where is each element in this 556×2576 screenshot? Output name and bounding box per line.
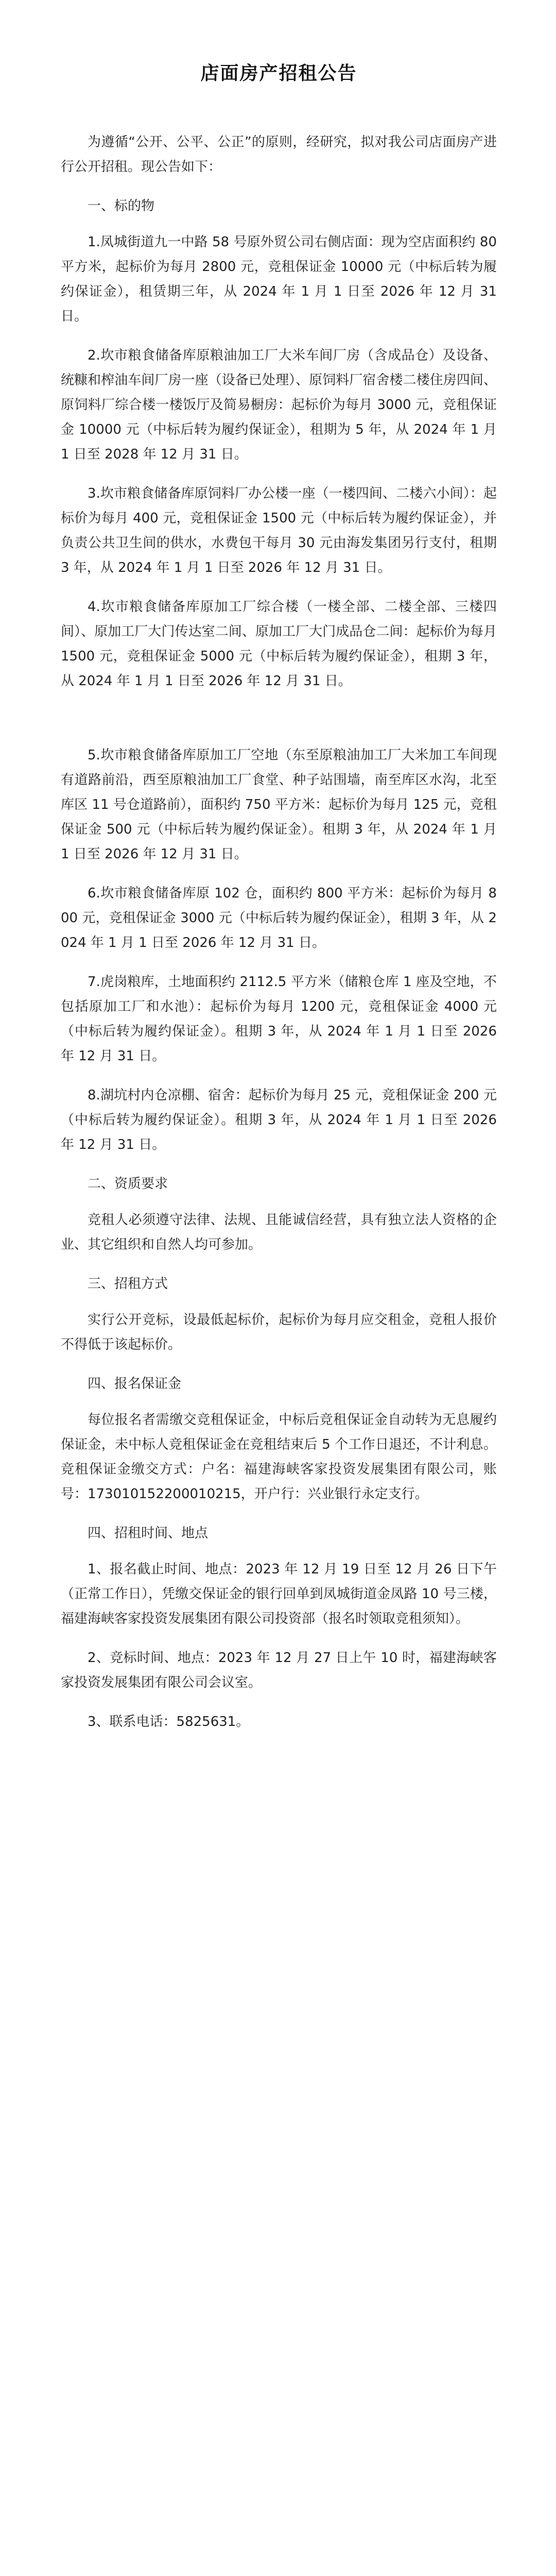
body-paragraph: 每位报名者需缴交竞租保证金，中标后竞租保证金自动转为无息履约保证金，未中标人竞租保证金在竞租结束后 5 个工作日退还，不计利息。竞租保证金缴交方式：户名：福建海峡客家投资发展集团有限公司，账号：173010152200010215，开户行：兴业银行永定支行。: [61, 1412, 497, 1502]
announcement-body: [61, 130, 497, 1734]
page-title: 店面房产招租公告: [200, 63, 357, 84]
body-paragraph: 为遵循“公开、公平、公正”的原则，经研究，拟对我公司店面房产进行公开招租。现公告如下：: [61, 134, 497, 175]
section-heading: 四、报名保证金: [88, 1376, 182, 1392]
section-heading: 三、招租方式: [88, 1276, 168, 1292]
body-paragraph: 5.坎市粮食储备库原加工厂空地（东至原粮油加工厂大米加工车间现有道路前沿，西至原粮油加工厂食堂、种子站围墙，南至库区水沟，北至库区 11 号仓道路前），面积约 750 平方米：起标价为每月 125 元，竞租保证金 500 元（中标后转为履约保证金）。租期 3 年，从 2024 年 1 月 1 日至 2026 年 12 月 31 日。: [61, 748, 497, 862]
body-paragraph: 1.凤城街道九一中路 58 号原外贸公司右侧店面：现为空店面积约 80 平方米，起标价为每月 2800 元，竞租保证金 10000 元（中标后转为履约保证金），租赁期三年，从 2024 年 1 月 1 日至 2026 年 12 月 31 日。: [61, 234, 497, 324]
body-paragraph: 2、竞标时间、地点：2023 年 12 月 27 日上午 10 时，福建海峡客家投资发展集团有限公司会议室。: [61, 1650, 497, 1690]
body-paragraph: 实行公开竞标，设最低起标价，起标价为每月应交租金，竞租人报价不得低于该起标价。: [61, 1312, 497, 1352]
body-paragraph: 4.坎市粮食储备库原加工厂综合楼（一楼全部、二楼全部、三楼四间）、原加工厂大门传达室二间、原加工厂大门成品仓二间：起标价为每月 1500 元，竞租保证金 5000 元（中标后转为履约保证金），租期 3 年，从 2024 年 1 月 1 日至 2026 年 12 月 31 日。: [61, 599, 497, 689]
section-heading: 一、标的物: [88, 198, 155, 214]
body-paragraph: 8.湖坑村内仓凉棚、宿舍：起标价为每月 25 元，竞租保证金 200 元（中标后转为履约保证金）。租期 3 年，从 2024 年 1 月 1 日至 2026 年 12 月 31 日。: [61, 1088, 497, 1153]
body-paragraph: 3、联系电话：5825631。: [88, 1714, 250, 1730]
body-paragraph: 1、报名截止时间、地点：2023 年 12 月 19 日至 12 月 26 日下午（正常工作日），凭缴交保证金的银行回单到凤城街道金凤路 10 号三楼，福建海峡客家投资发展集团有限公司投资部（报名时领取竞租须知）。: [61, 1562, 497, 1626]
section-heading: 四、招租时间、地点: [88, 1526, 208, 1541]
section-heading: 二、资质要求: [88, 1176, 168, 1192]
body-paragraph: 3.坎市粮食储备库原饲料厂办公楼一座（一楼四间、二楼六小间）：起标价为每月 400 元，竞租保证金 1500 元（中标后转为履约保证金），并负责公共卫生间的供水，水费包干每月 30 元由海发集团另行支付，租期 3 年，从 2024 年 1 月 1 日至 2026 年 12 月 31 日。: [61, 486, 497, 575]
body-paragraph: 7.虎岗粮库，土地面积约 2112.5 平方米（储粮仓库 1 座及空地，不包括原加工厂和水池）：起标价为每月 1200 元，竞租保证金 4000 元（中标后转为履约保证金）。租期 3 年，从 2024 年 1 月 1 日至 2026 年 12 月 31 日。: [61, 974, 497, 1064]
body-paragraph: 6.坎市粮食储备库原 102 仓，面积约 800 平方米：起标价为每月 800 元，竞租保证金 3000 元（中标后转为履约保证金），租期 3 年，从 2024 年 1 月 1 日至 2026 年 12 月 31 日。: [61, 886, 497, 951]
body-paragraph: 竞租人必须遵守法律、法规、且能诚信经营，具有独立法人资格的企业、其它组织和自然人均可参加。: [61, 1212, 497, 1252]
body-paragraph: 2.坎市粮食储备库原粮油加工厂大米车间厂房（含成品仓）及设备、统糠和榨油车间厂房一座（设备已处理）、原饲料厂宿舍楼二楼住房四间、原饲料厂综合楼一楼饭厅及简易橱房：起标价为每月 3000 元，竞租保证金 10000 元（中标后转为履约保证金），租期为 5 年，从 2024 年 1 月 1 日至 2028 年 12 月 31 日。: [61, 348, 497, 462]
